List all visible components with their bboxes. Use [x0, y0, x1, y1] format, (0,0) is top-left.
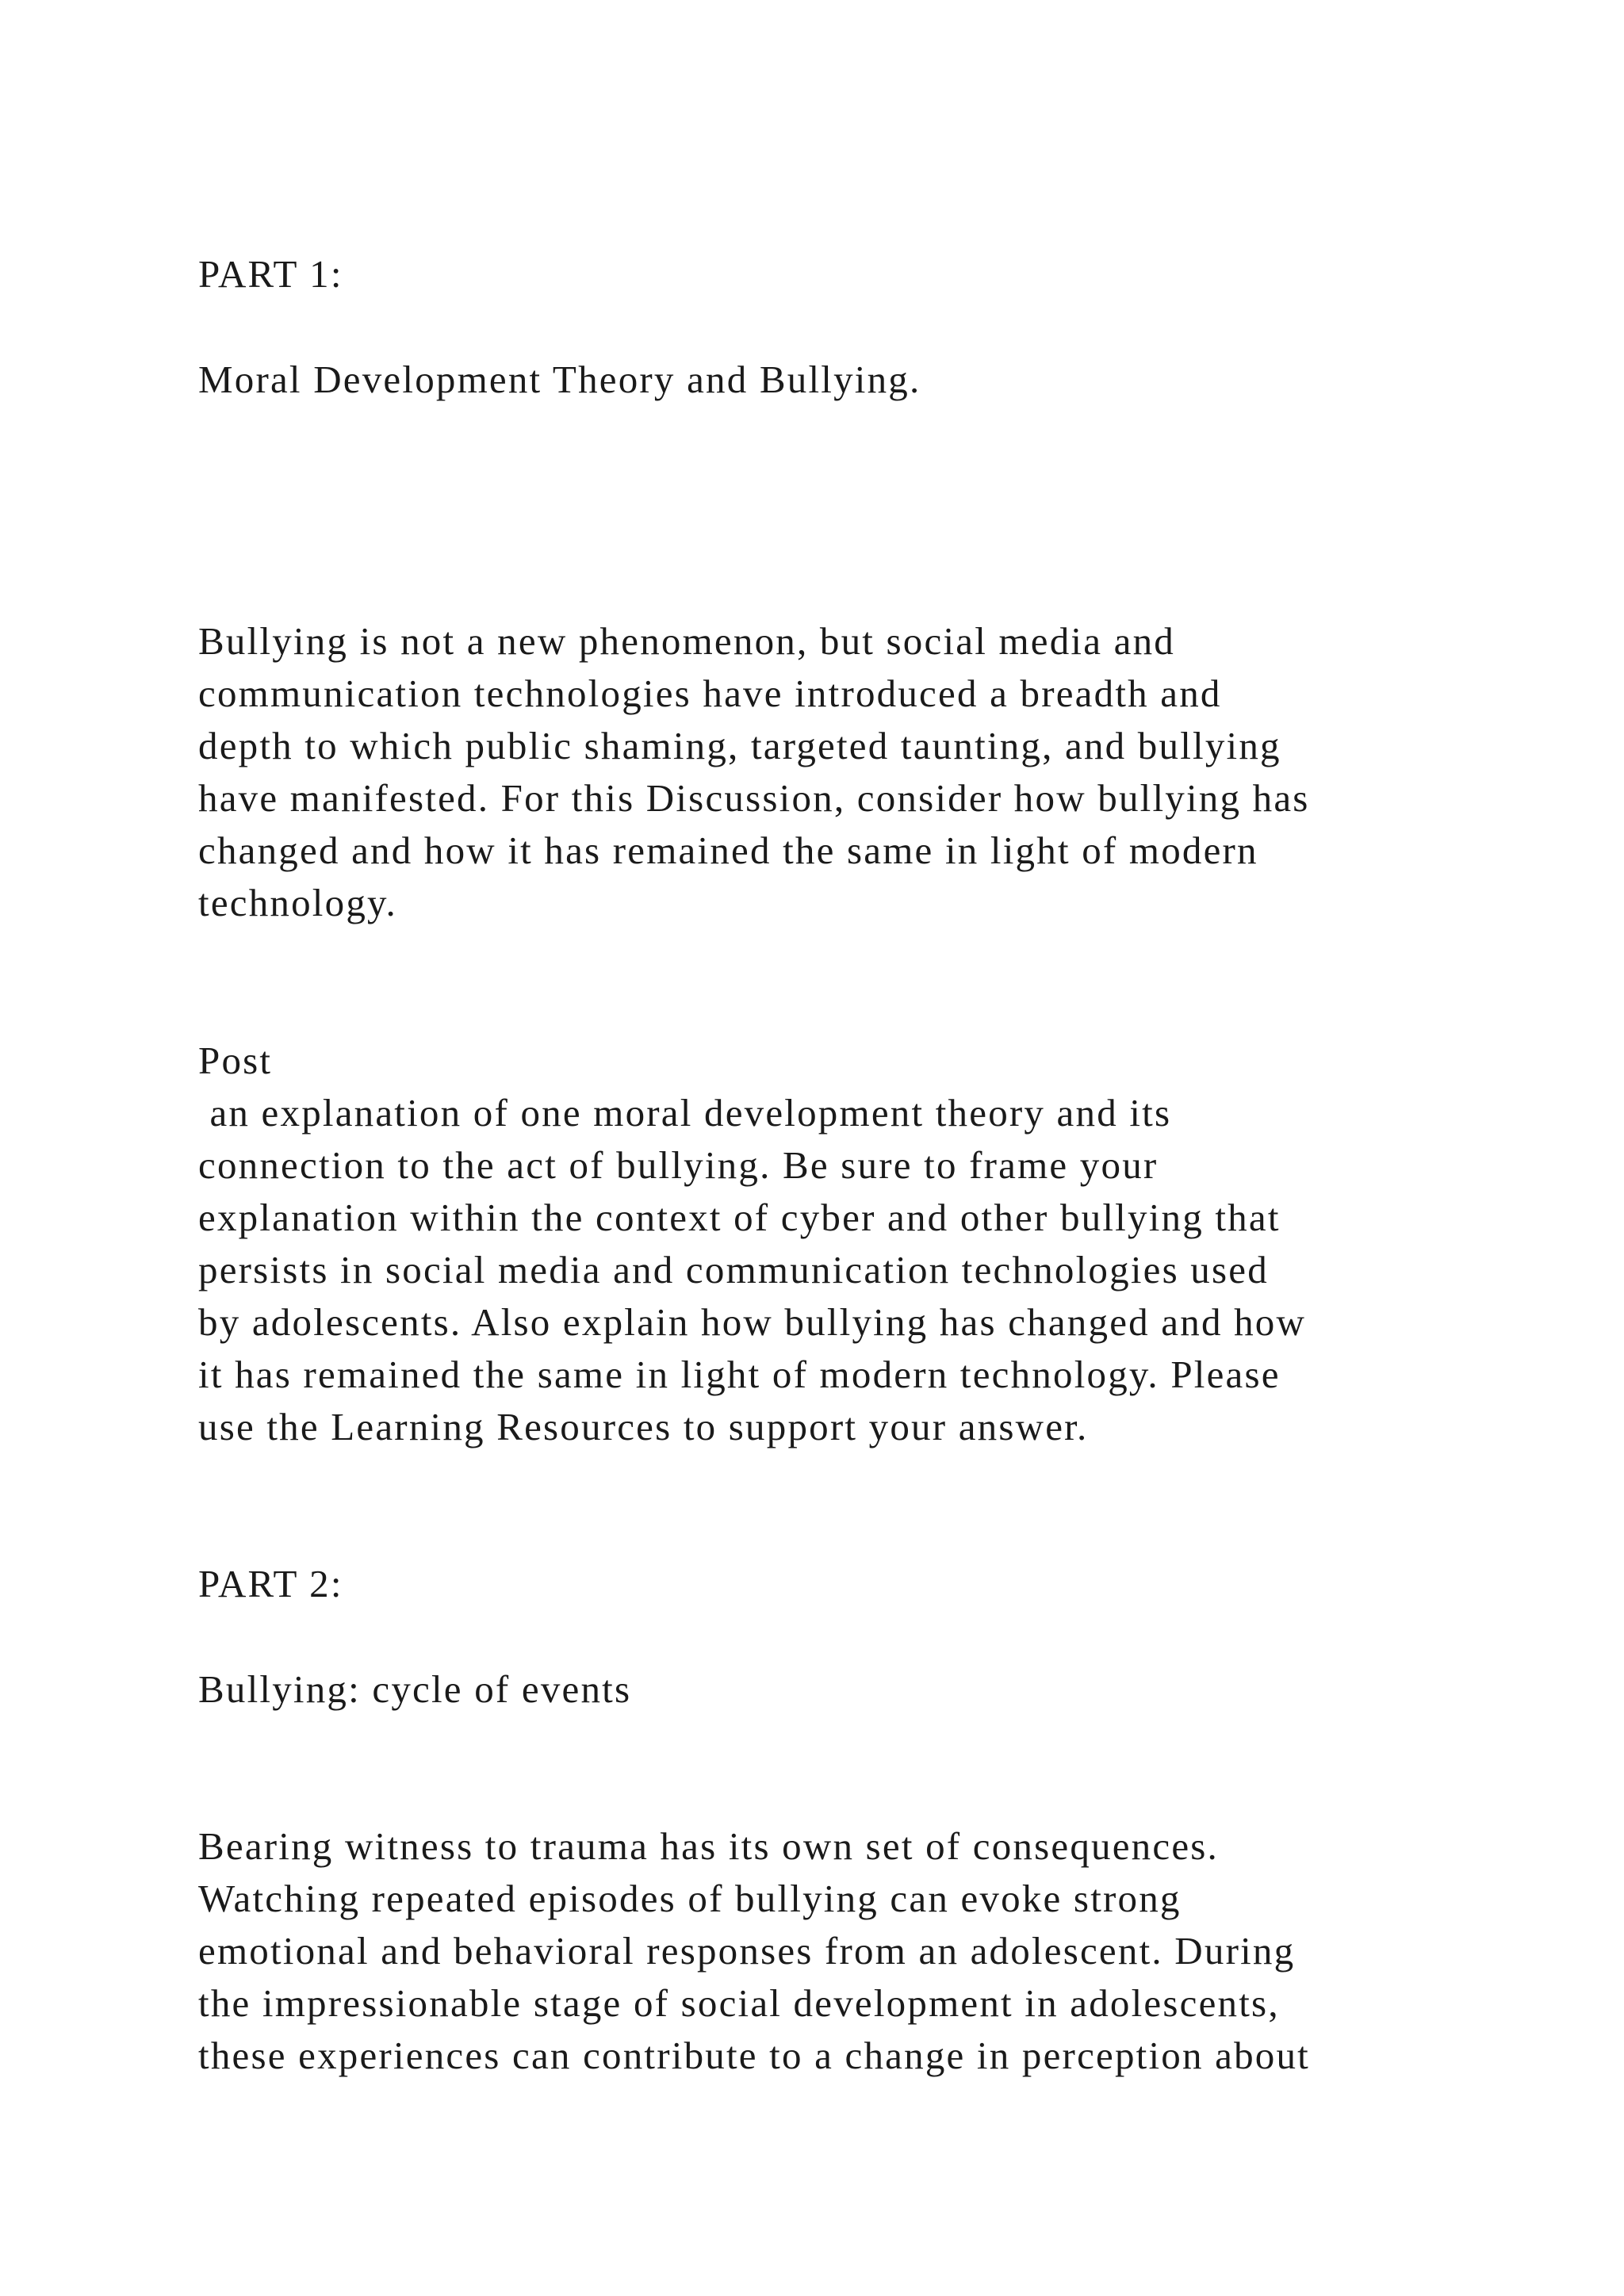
post-line: an explanation of one moral development theory and its: [198, 1091, 1172, 1135]
part1-intro-line: communication technologies have introduced a breadth and: [198, 672, 1222, 715]
post-line: persists in social media and communication technologies used: [198, 1248, 1269, 1292]
part2-body-line: these experiences can contribute to a change in perception about: [198, 2034, 1310, 2077]
part1-intro-line: technology.: [198, 881, 397, 924]
post-line: by adolescents. Also explain how bullying has changed and how: [198, 1300, 1307, 1344]
post-line: it has remained the same in light of modern technology. Please: [198, 1353, 1281, 1396]
part1-heading: PART 1:: [198, 252, 343, 296]
part1-intro-line: changed and how it has remained the same in light of modern: [198, 828, 1258, 872]
part1-intro-line: depth to which public shaming, targeted taunting, and bullying: [198, 724, 1281, 767]
part2-title: Bullying: cycle of events: [198, 1667, 632, 1711]
part1-intro-line: have manifested. For this Discussion, consider how bullying has: [198, 776, 1310, 820]
post-line: explanation within the context of cyber and other bullying that: [198, 1196, 1281, 1239]
part2-body-line: Bearing witness to trauma has its own set of consequences.: [198, 1824, 1219, 1868]
part2-body-line: emotional and behavioral responses from an adolescent. During: [198, 1929, 1296, 1973]
part2-body-line: Watching repeated episodes of bullying can evoke strong: [198, 1877, 1182, 1920]
post-line: connection to the act of bullying. Be sure to frame your: [198, 1143, 1159, 1187]
part1-title: Moral Development Theory and Bullying.: [198, 358, 921, 401]
post-line: use the Learning Resources to support your answer.: [198, 1405, 1089, 1448]
part2-heading: PART 2:: [198, 1562, 343, 1605]
part1-intro-line: Bullying is not a new phenomenon, but social media and: [198, 619, 1175, 663]
part2-body-line: the impressionable stage of social development in adolescents,: [198, 1981, 1280, 2025]
post-label: Post: [198, 1039, 273, 1082]
